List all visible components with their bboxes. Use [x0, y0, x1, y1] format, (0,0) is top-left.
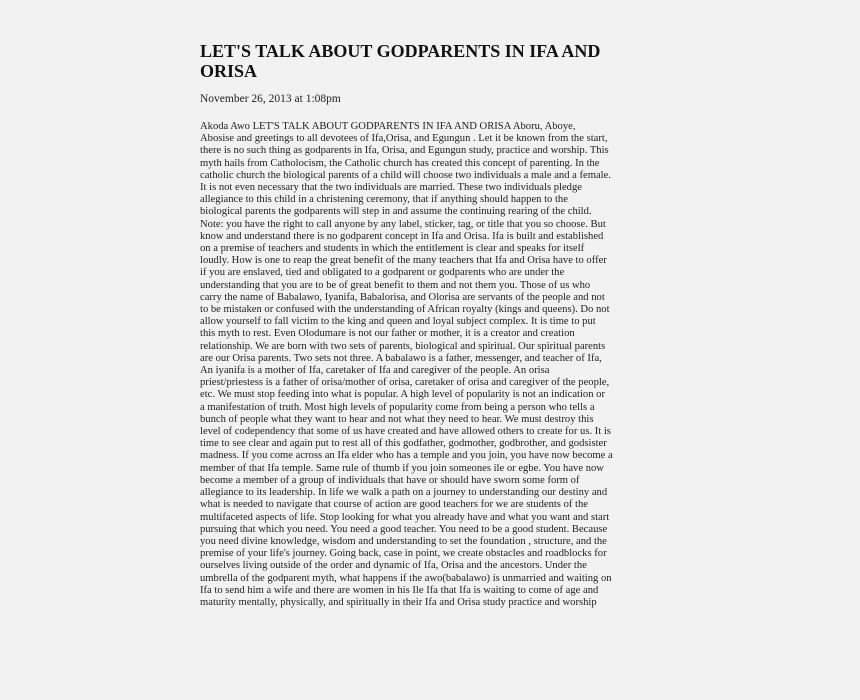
- body-text-line: become a member of a group of individuals that have or should have sworn some form of: [200, 474, 580, 486]
- body-text-line: multifaceted aspects of life. Stop looking for what you already have and what you want and start: [200, 511, 610, 523]
- body-text-line: allegiance to its leadership. In life we walk a path on a journey to understanding our destiny and: [200, 487, 608, 499]
- body-text-line: catholic church the biological parents of a child will choose two individuals a male and a female.: [200, 169, 611, 181]
- body-text-line: etc. We must stop feeding into what is popular. A high level of popularity is not an indication or: [200, 389, 605, 401]
- body-text-line: this myth to rest. Even Olodumare is not our father or mother, it is a creator and creation: [200, 328, 575, 340]
- body-text-line: ourselves living outside of the order and dynamic of Ifa, Orisa and the ancestors. Under the: [200, 560, 587, 572]
- post-date: November 26, 2013 at 1:08pm: [200, 93, 341, 105]
- body-text-line: premise of your life's journey. Going back, case in point, we create obstacles and roadblocks for: [200, 548, 607, 560]
- body-text-line: carry the name of Babalawo, Iyanifa, Babalorisa, and Olorisa are servants of the people and not: [200, 291, 605, 303]
- body-text-line: It is not even necessary that the two individuals are married. These two individuals pledge: [200, 182, 582, 194]
- body-text-line: pursuing that which you need. You need a good teacher. You need to be a good student. Because: [200, 523, 608, 535]
- body-text-line: time to see clear and again put to rest all of this godfather, godmother, godbrother, and godsister: [200, 438, 607, 450]
- body-text-line: understanding that you are to be of great benefit to them and not them you. Those of us who: [200, 279, 591, 291]
- body-text-line: biological parents the godparents will step in and assume the continuing rearing of the child.: [200, 206, 592, 218]
- body-text-line: myth hails from Catholocism, the Catholic church has created this concept of parenting. In the: [200, 157, 600, 169]
- body-text-line: relationship. We are born with two sets of parents, biological and spiritual. Our spiritual parents: [200, 340, 606, 352]
- body-text-line: there is no such thing as godparents in Ifa, Orisa, and Egungun study, practice and worship. This: [200, 145, 609, 157]
- body-text-line: Ifa to send him a wife and there are women in his Ile Ifa that Ifa is waiting to come of age and: [200, 584, 599, 596]
- body-text-line: member of that Ifa temple. Same rule of thumb if you join someones ile or egbe. You have now: [200, 462, 604, 474]
- body-text-line: if you are enslaved, tied and obligated to a godparent or godparents who are under the: [200, 267, 565, 279]
- body-text-line: a manifestation of truth. Most high levels of popularity come from being a person who tells a: [200, 401, 595, 413]
- body-text-line: are our Orisa parents. Two sets not three. A babalawo is a father, messenger, and teacher of Ifa,: [200, 352, 602, 364]
- body-text-line: allegiance to this child in a christening ceremony, that if anything should happen to the: [200, 194, 568, 206]
- body-text-line: on a premise of teachers and students in which the entitlement is clear and speaks for itself: [200, 243, 585, 255]
- body-text-line: maturity mentally, physically, and spiritually in their Ifa and Orisa study practice and worship: [200, 596, 597, 608]
- body-text-line: loudly. How is one to reap the great benefit of the many teachers that Ifa and Orisa have to offer: [200, 255, 607, 267]
- article-body: [200, 121, 670, 609]
- title-line: LET'S TALK ABOUT GODPARENTS IN IFA AND: [200, 41, 601, 61]
- body-text-line: what is needed to navigate that course of action are good teachers for we are students of the: [200, 499, 588, 511]
- body-text-line: priest/priestess is a father of orisa/mother of orisa, caretaker of orisa and caregiver of the people,: [200, 377, 610, 389]
- body-text-line: Abosise and greetings to all devotees of Ifa,Orisa, and Egungun . Let it be known from the start,: [200, 133, 608, 145]
- title-line: ORISA: [200, 61, 258, 81]
- body-text-line: know and understand there is no godparent concept in Ifa and Orisa. Ifa is built and established: [200, 230, 604, 242]
- body-text-line: Akoda Awo LET'S TALK ABOUT GODPARENTS IN IFA AND ORISA Aboru, Aboye,: [200, 121, 576, 132]
- body-text-line: to be mistaken or confused with the understanding of African royalty (kings and queens). Do not: [200, 304, 610, 316]
- body-text-line: An iyanifa is a mother of Ifa, caretaker of Ifa and caregiver of the people. An orisa: [200, 365, 550, 377]
- body-text-line: madness. If you come across an Ifa elder who has a temple and you join, you have now become a: [200, 450, 613, 462]
- page-title: [200, 41, 640, 81]
- body-text-line: bunch of people what they want to hear and not what they need to hear. We must destroy this: [200, 413, 594, 425]
- body-text-line: Note: you have the right to call anyone by any label, sticker, tag, or title that you so choose. But: [200, 218, 606, 230]
- body-text-line: umbrella of the godparent myth, what happens if the awo(babalawo) is unmarried and waiting on: [200, 572, 612, 584]
- body-text-line: you need divine knowledge, wisdom and understanding to set the foundation , structure, and the: [200, 535, 607, 547]
- body-text-line: allow yourself to fall victim to the king and queen and loyal subject complex. It is time to put: [200, 316, 596, 328]
- body-text-line: level of codependency that some of us have created and have allowed others to create for us. It is: [200, 426, 611, 438]
